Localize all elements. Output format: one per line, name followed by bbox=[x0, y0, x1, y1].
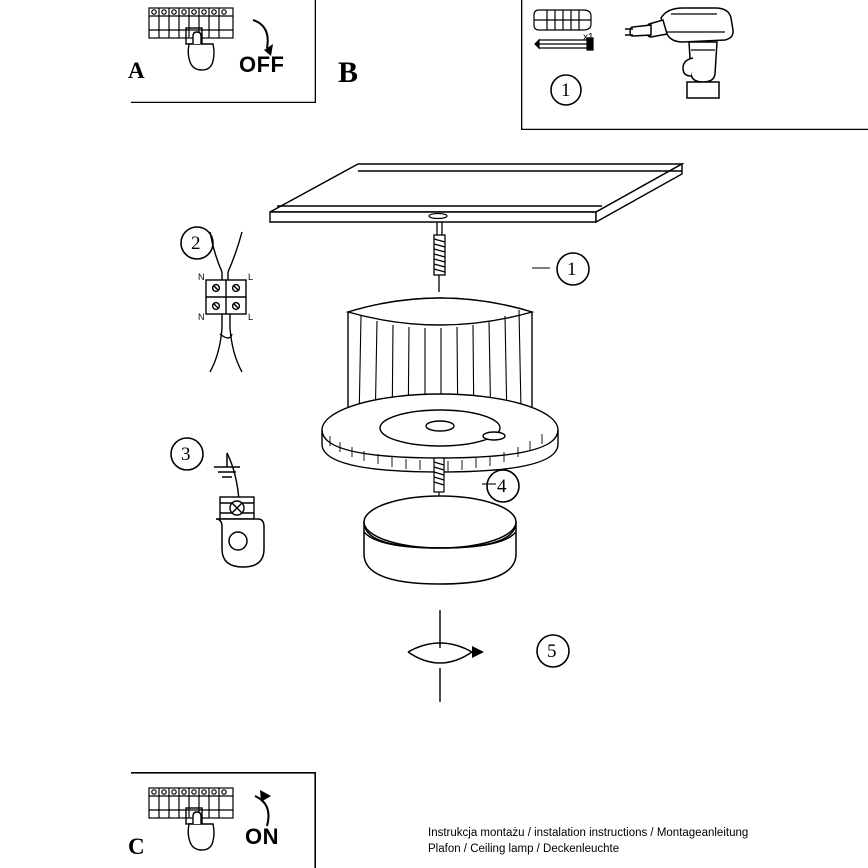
terminal-label-l-top: L bbox=[248, 272, 254, 282]
step-2-number: 2 bbox=[191, 233, 201, 254]
wall-plug-count: x1 bbox=[583, 32, 594, 43]
diffuser-disc bbox=[364, 496, 516, 584]
step-1-marker bbox=[552, 248, 594, 290]
panel-b bbox=[521, 0, 868, 130]
panel-b-letter: B bbox=[338, 56, 359, 89]
step-3-marker bbox=[166, 433, 208, 475]
panel-c bbox=[128, 772, 316, 868]
footer-line-2: Plafon / Ceiling lamp / Deckenleuchte bbox=[428, 843, 620, 855]
panel-b-step-number: 1 bbox=[561, 80, 571, 101]
terminal-label-l-bottom: L bbox=[248, 312, 254, 322]
step-1-number: 1 bbox=[567, 259, 577, 280]
step-2-marker bbox=[176, 222, 218, 264]
panel-c-switch-state: ON bbox=[245, 824, 279, 849]
lamp-assembly-diagram bbox=[230, 140, 710, 720]
terminal-label-n-bottom: N bbox=[198, 312, 205, 322]
panel-c-letter: C bbox=[128, 834, 146, 859]
step-5-number: 5 bbox=[547, 641, 557, 662]
step-4-number: 4 bbox=[497, 476, 507, 497]
step-4-marker bbox=[482, 465, 524, 507]
step-5-marker bbox=[532, 630, 574, 672]
footer-text bbox=[428, 825, 848, 857]
ceiling-rod bbox=[434, 222, 445, 292]
step-3-number: 3 bbox=[181, 444, 191, 465]
earth-ground-icon bbox=[214, 453, 240, 477]
panel-a-switch-state: OFF bbox=[239, 52, 285, 77]
twist-arrow bbox=[408, 610, 472, 702]
footer-line-1: Instrukcja montażu / instalation instructions / Montageanleitung bbox=[428, 827, 749, 839]
terminal-label-n-top: N bbox=[198, 272, 205, 282]
ceiling-plate bbox=[270, 164, 682, 222]
panel-a-letter: A bbox=[128, 58, 146, 83]
panel-a bbox=[128, 0, 316, 103]
